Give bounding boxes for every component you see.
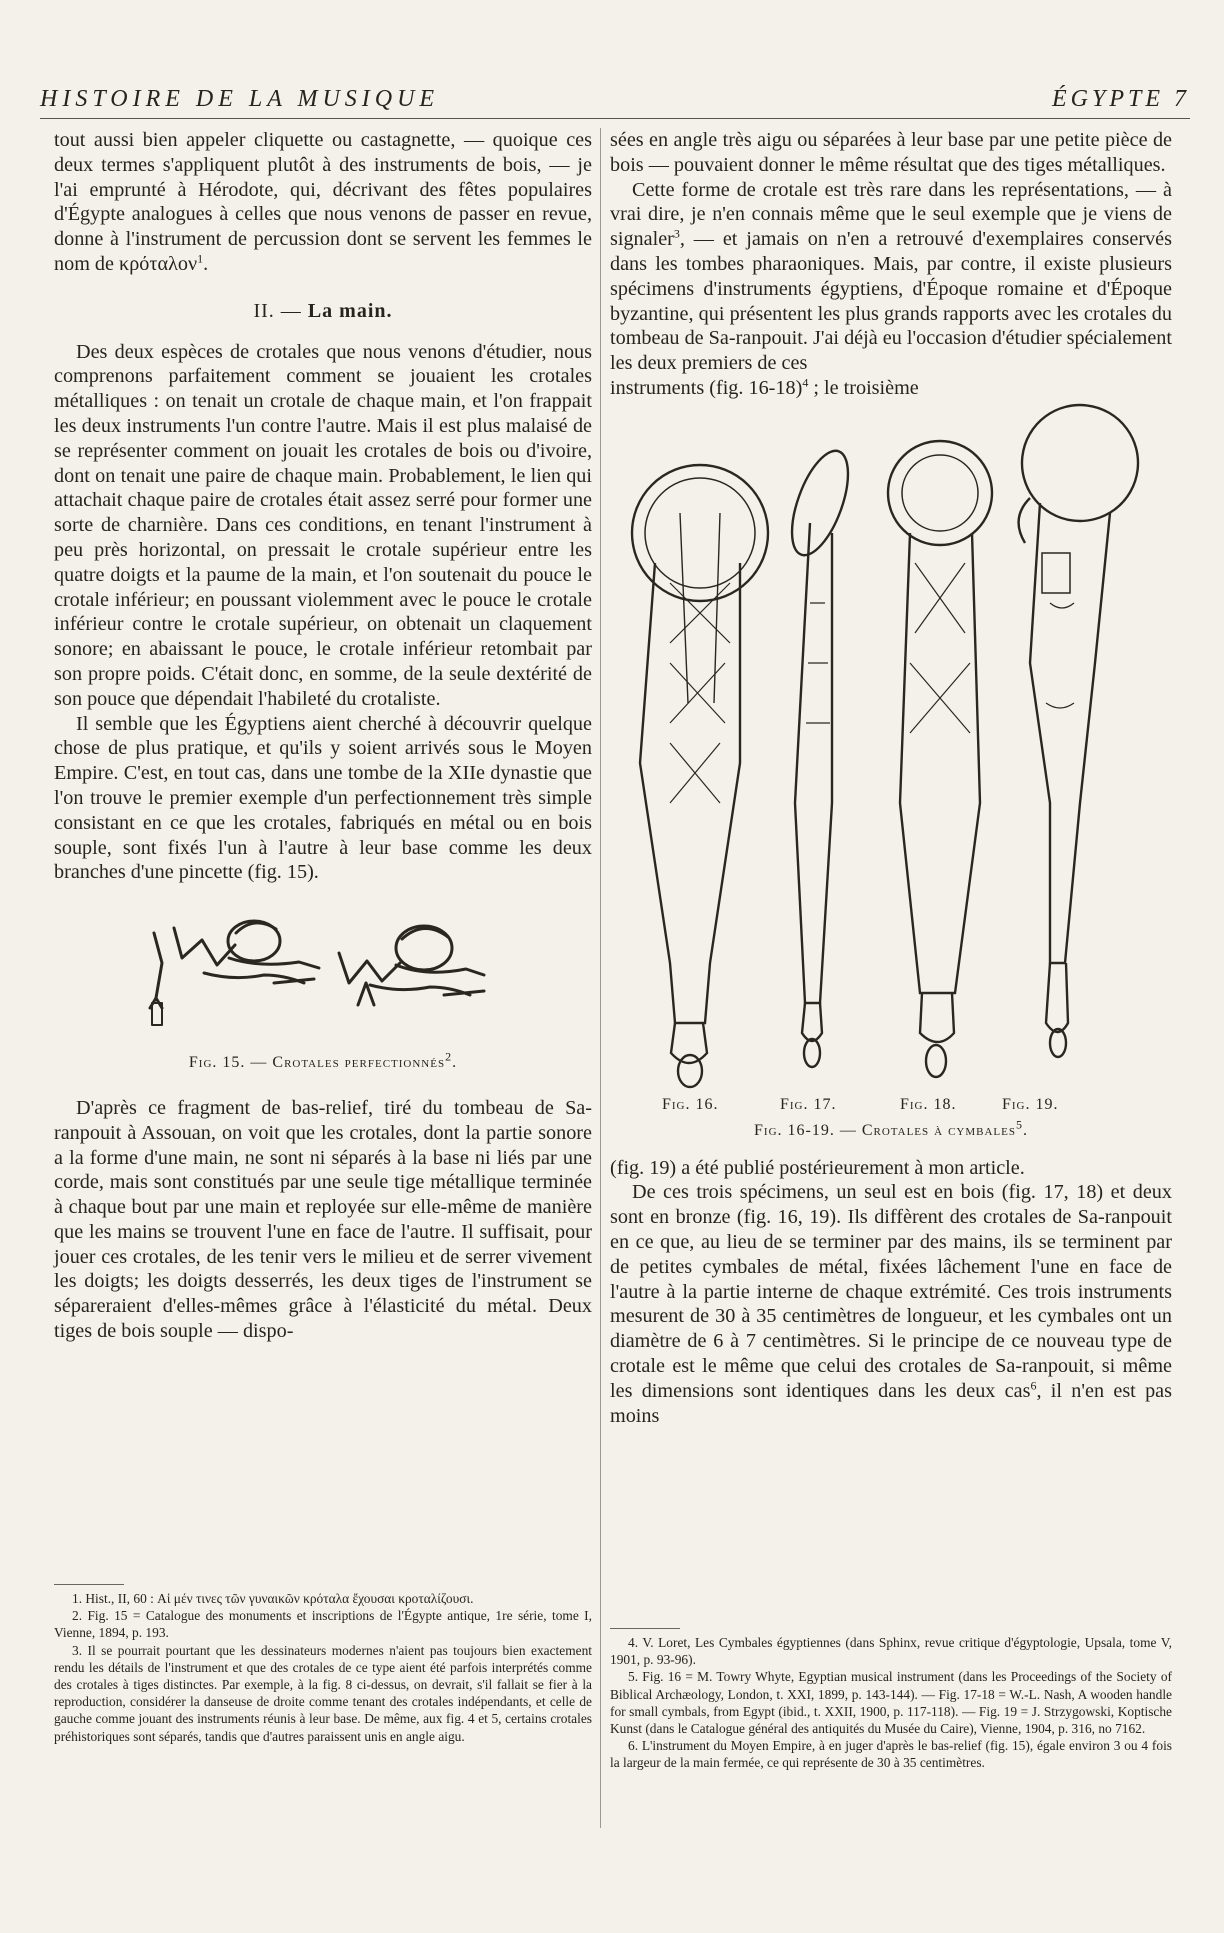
figure-19-label: Fig. 19. bbox=[1002, 1095, 1059, 1113]
footnotes-right bbox=[610, 1634, 1172, 1772]
footnote-ref[interactable]: 6 bbox=[1030, 1378, 1037, 1392]
paragraph: Des deux espèces de crotales que nous venons d'étudier, nous comprenons parfaitement comment se jouaient les crotales métalliques : on tenait un crotale de chaque main, et l'on frappait les deux instruments l'un contre l'autre. Mais il est plus malaisé de se représenter comment on jouait les crotales de bois ou d'ivoire, dont on tenait une paire de chaque main. Probablement, le lien qui attachait chaque paire de crotales était assez serré pour former une sorte de charnière. Dans ces conditions, en tenant l'instrument à peu près horizontal, on pressait le crotale supérieur entre les quatre doigts et la paume de la main, et l'on soutenait du pouce le crotale inférieur; en poussant violemment avec le pouce le crotale inférieur contre le crotale supérieur, on obtenait un claquement sonore; en abaissant le pouce, le crotale inférieur retombait par son propre poids. C'était donc, en somme, de la seule dextérité de son pouce que dépendait l'habileté du crotaliste. bbox=[54, 340, 592, 710]
section-title: La main. bbox=[307, 299, 393, 322]
footnote-ref[interactable]: 3 bbox=[673, 226, 680, 241]
footnote-rule bbox=[54, 1584, 124, 1585]
figure-labels bbox=[610, 1093, 1172, 1119]
footnote-ref[interactable]: 2 bbox=[445, 1049, 453, 1064]
figures-16-19-caption: Fig. 16-19. — Crotales à cymbales$^5$. bbox=[754, 1117, 1028, 1139]
crotales-cymbals-illustration bbox=[610, 403, 1170, 1093]
paragraph: tout aussi bien appeler cliquette ou castagnette, — quoique ces deux termes s'appliquent plutôt à des instruments de bois, — je l'ai emprunté à Hérodote, qui, décrivant des fêtes populaires d'Égypte analogues à celles que nous venons de passer en revue, donne à l'instrument de percussion dont se servent les femmes le nom de κρόταλον$^1$. bbox=[54, 129, 592, 275]
right-column bbox=[610, 128, 1172, 1428]
footnotes-left bbox=[54, 1590, 592, 1745]
footnote-5: 5. Fig. 16 = M. Towry Whyte, Egyptian musical instrument (dans les Proceedings of the Society of Biblical Archæology, London, t. XXI, 1899, p. 143-144). — Fig. 17-18 = W.-L. Nash, A wooden handle for small cymbals, from Egypt (ibid., t. XXII, 1900, p. 117-118). — Fig. 19 = J. Strzygowski, Koptische Kunst (dans le Catalogue général des antiquités du Musée du Caire), Vienne, 1904, p. 316, no 7162. bbox=[610, 1669, 1172, 1737]
figure-17-label: Fig. 17. bbox=[780, 1095, 837, 1113]
footnote-4: 4. V. Loret, Les Cymbales égyptiennes (dans Sphinx, revue critique d'égyptologie, Upsala, tome V, 1901, p. 93-96). bbox=[610, 1635, 1172, 1668]
footnote-2: 2. Fig. 15 = Catalogue des monuments et inscriptions de l'Égypte antique, 1re série, tome I, Vienne, 1894, p. 193. bbox=[54, 1608, 592, 1641]
figure-15-caption: Fig. 15. — Crotales perfectionnés$^2$. bbox=[188, 1049, 458, 1072]
footnote-6: 6. L'instrument du Moyen Empire, à en juger d'après le bas-relief (fig. 15), égale environ 3 ou 4 fois la largeur de la main fermée, ce qui représente de 30 à 35 centimètres. bbox=[610, 1738, 1172, 1771]
footnote-ref[interactable]: 1 bbox=[197, 251, 204, 266]
paragraph: Cette forme de crotale est très rare dans les représentations, — à vrai dire, je n'en connais même que le seul exemple que je viens de signaler$^3$, — et jamais on n'en a retrouvé d'exemplaires conservés dans les tombes pharaoniques. Mais, par contre, il existe plusieurs spécimens d'instruments égyptiens, d'Époque romaine et d'Époque byzantine, qui présentent les plus grands rapports avec les crotales du tombeau de Sa-ranpouit. J'ai déjà eu l'occasion d'étudier spécialement les deux premiers de ces bbox=[610, 178, 1172, 375]
footnote-3: 3. Il se pourrait pourtant que les dessinateurs modernes n'aient pas toujours bien exactement rendu les détails de l'instrument et que des crotales de ce type aient été parfois interprétés comme des crotales à tiges distinctes. Par exemple, à la fig. 8 ci-dessus, on devrait, s'il fallait se fier à la reproduction, considérer la danseuse de droite comme tenant des crotales indépendants, et celle de gauche comme jouant des instruments réunis à leur base. De même, aux fig. 4 et 5, certains crotales préhistoriques sont séparés, tandis que d'autres paraissent unis en angle aigu. bbox=[54, 1642, 592, 1744]
figure-18-drawing bbox=[888, 441, 992, 1077]
column-separator bbox=[600, 128, 601, 1828]
figure-15 bbox=[54, 903, 592, 1043]
figure-16-label: Fig. 16. bbox=[662, 1095, 719, 1113]
figure-19-drawing bbox=[1009, 403, 1151, 1057]
footnote-1: 1. Hist., II, 60 : Αἱ μέν τινες τῶν γυναικῶν κρόταλα ἔχουσαι κροταλίζουσι. bbox=[72, 1591, 474, 1606]
header-rule bbox=[40, 118, 1190, 119]
figure-18-label: Fig. 18. bbox=[900, 1095, 957, 1113]
paragraph-continuation: instruments (fig. 16-18)$^4$ ; le troisième bbox=[610, 375, 919, 399]
footnote-ref[interactable]: 5 bbox=[1015, 1117, 1023, 1132]
figure-16-drawing bbox=[632, 465, 768, 1087]
figures-16-19 bbox=[610, 403, 1172, 1093]
crotales-relief-illustration bbox=[134, 903, 514, 1033]
figure-17-drawing bbox=[781, 444, 860, 1067]
running-head bbox=[40, 86, 1190, 120]
paragraph: D'après ce fragment de bas-relief, tiré du tombeau de Sa-ranpouit à Assouan, on voit que les crotales, dont la partie sonore a la forme d'une main, ne sont ni séparés à la base ni liés par une corde, mais sont constitués par une seule tige métallique terminée à chaque bout par une main et reployée sur elle-même de manière que les mains se trouvent l'une en face de l'autre. Il suffisait, pour jouer ces crotales, de les tenir vers le milieu et de serrer vivement les doigts; les doigts desserrés, les deux tiges de l'instrument se sépareraient d'elles-mêmes grâce à l'élasticité du métal. Deux tiges de bois souple — dispo- bbox=[54, 1096, 592, 1343]
paragraph: sées en angle très aigu ou séparées à leur base par une petite pièce de bois — pouvaient donner le même résultat que des tiges métalliques. bbox=[610, 129, 1172, 176]
left-column bbox=[54, 128, 592, 1344]
paragraph: De ces trois spécimens, un seul est en bois (fig. 17, 18) et deux sont en bronze (fig. 16, 19). Ils diffèrent des crotales de Sa-ranpouit en ce que, au lieu de se terminer par des mains, ils se terminent par de petites cymbales de métal, fixées lâchement l'une en face de l'autre à la partie interne de chaque extrémité. Ces trois instruments mesurent de 30 à 35 centimètres de longueur, et les cymbales ont un diamètre de 6 à 7 centimètres. Si le principe de ce nouveau type de crotale est le même que celui des crotales de Sa-ranpouit, si même les dimensions sont identiques dans les deux cas$^6$, il n'en est pas moins bbox=[610, 1181, 1172, 1427]
footnote-rule bbox=[610, 1628, 680, 1629]
section-number: II. — bbox=[253, 299, 302, 322]
footnote-ref[interactable]: 4 bbox=[802, 375, 809, 390]
paragraph: (fig. 19) a été publié postérieurement à mon article. bbox=[610, 1156, 1025, 1179]
running-head-section-page: ÉGYPTE 7 bbox=[1051, 86, 1190, 112]
running-head-title: HISTOIRE DE LA MUSIQUE bbox=[40, 86, 440, 112]
section-heading bbox=[54, 299, 592, 324]
paragraph: Il semble que les Égyptiens aient cherché à découvrir quelque chose de plus pratique, et qu'ils y soient arrivés sous le Moyen Empire. C'est, en tout cas, dans une tombe de la XIIe dynastie que l'on trouve le premier exemple d'un perfectionnement très simple consistant en ce que les crotales, fabriqués en métal ou en bois souple, sont fixés l'un à l'autre à leur base comme les deux branches d'une pincette (fig. 15). bbox=[54, 712, 592, 884]
